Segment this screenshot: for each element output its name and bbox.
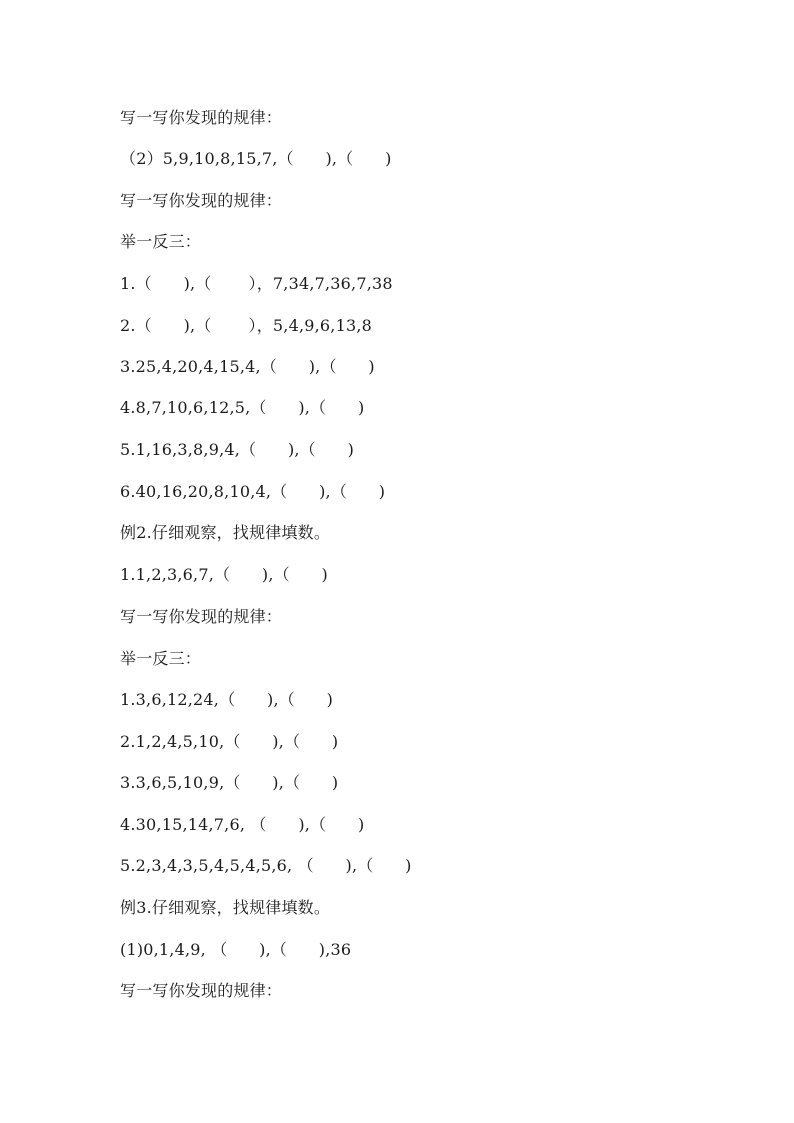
text-line: 4.8,7,10,6,12,5,（ ),（ ) (120, 398, 365, 417)
text-line: 举一反三： (120, 649, 202, 668)
text-line: 3.25,4,20,4,15,4,（ ),（ ) (120, 357, 375, 376)
text-line: 写一写你发现的规律： (120, 191, 283, 210)
text-line: 例2.仔细观察，找规律填数。 (120, 523, 331, 542)
text-line: 写一写你发现的规律： (120, 108, 283, 127)
text-line: 例3.仔细观察，找规律填数。 (120, 898, 331, 917)
text-line: 3.3,6,5,10,9,（ ),（ ) (120, 773, 339, 792)
text-line: (1)0,1,4,9, （ ),（ ),36 (120, 940, 352, 959)
text-line: 1.3,6,12,24,（ ),（ ) (120, 690, 334, 709)
text-line: 写一写你发现的规律： (120, 607, 283, 626)
text-line: 5.2,3,4,3,5,4,5,4,5,6, （ ),（ ) (120, 856, 412, 875)
text-line: 2.1,2,4,5,10,（ ),（ ) (120, 732, 339, 751)
text-line: 1.1,2,3,6,7,（ ),（ ) (120, 565, 328, 584)
text-line: 写一写你发现的规律： (120, 981, 283, 1000)
text-line: 4.30,15,14,7,6, （ ),（ ) (120, 815, 365, 834)
text-line: 6.40,16,20,8,10,4,（ ),（ ) (120, 482, 386, 501)
text-line: （2）5,9,10,8,15,7,（ ),（ ) (120, 149, 392, 168)
text-line: 举一反三： (120, 232, 202, 251)
text-line: 2.（ ),（ ），5,4,9,6,13,8 (120, 316, 372, 335)
text-line: 5.1,16,3,8,9,4,（ ),（ ) (120, 440, 355, 459)
text-line: 1.（ ),（ ），7,34,7,36,7,38 (120, 274, 393, 293)
